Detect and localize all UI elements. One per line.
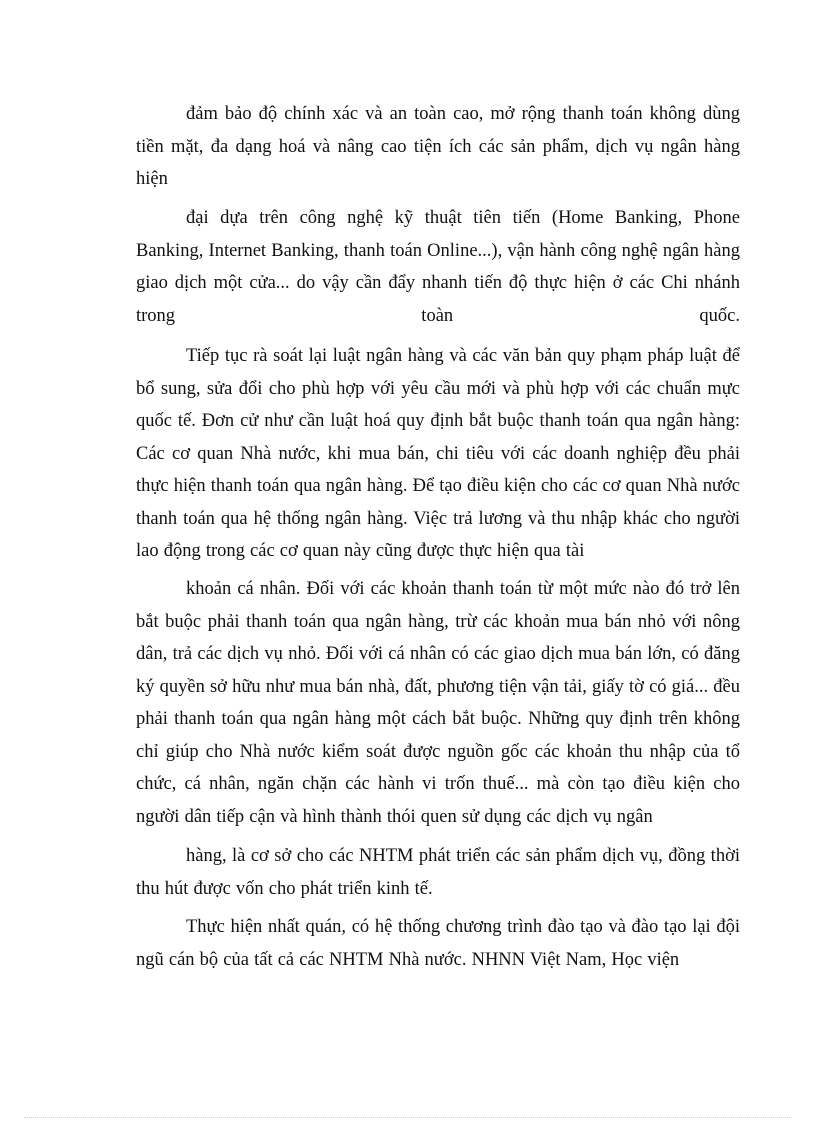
paragraph-1-text: đảm bảo độ chính xác và an toàn cao, mở rộng thanh toán không dùng tiền mặt, đa dạng hoá và nâng cao tiện ích các sản phẩm, dịch vụ ngân hàng hiện <box>136 104 740 189</box>
paragraph-6-text: Thực hiện nhất quán, có hệ thống chương trình đào tạo và đào tạo lại đội ngũ cán bộ của tất cả các NHTM Nhà nước. NHNN Việt Nam, Học viện <box>136 917 740 970</box>
page-bottom-divider <box>24 1117 792 1118</box>
paragraph-4-text: khoản cá nhân. Đối với các khoản thanh toán từ một mức nào đó trở lên bắt buộc phải thanh toán qua ngân hàng, trừ các khoản mua bán nhỏ với nông dân, trả các dịch vụ nhỏ. Đối với cá nhân có các giao dịch mua bán lớn, có đăng ký quyền sở hữu như mua bán nhà, đất, phương tiện vận tải, giấy tờ có giá... đều phải thanh toán qua ngân hàng một cách bắt buộc. Những quy định trên không chỉ giúp cho Nhà nước kiểm soát được nguồn gốc các khoản thu nhập của tổ chức, cá nhân, ngăn chặn các hành vi trốn thuế... mà còn tạo điều kiện cho người dân tiếp cận và hình thành thói quen sử dụng các dịch vụ ngân <box>136 579 740 827</box>
paragraph-1 <box>136 98 740 196</box>
paragraph-5-text: hàng, là cơ sở cho các NHTM phát triển các sản phẩm dịch vụ, đồng thời thu hút được vốn cho phát triển kinh tế. <box>136 846 740 899</box>
paragraph-2-text: đại dựa trên công nghệ kỹ thuật tiên tiến (Home Banking, Phone Banking, Internet Banking, thanh toán Online...), vận hành công nghệ ngân hàng giao dịch một cửa... do vậy cần đẩy nhanh tiến độ thực hiện ở các Chi nhánh trong toàn quốc. <box>136 208 740 326</box>
paragraph-3 <box>136 340 740 568</box>
paragraph-4 <box>136 573 740 833</box>
paragraph-3-text: Tiếp tục rà soát lại luật ngân hàng và các văn bản quy phạm pháp luật để bổ sung, sửa đổi cho phù hợp với yêu cầu mới và phù hợp với các chuẩn mực quốc tế. Đơn cử như cần luật hoá quy định bắt buộc thanh toán qua ngân hàng: Các cơ quan Nhà nước, khi mua bán, chi tiêu với các doanh nghiệp đều phải thực hiện thanh toán qua ngân hàng. Để tạo điều kiện cho các cơ quan Nhà nước thanh toán qua hệ thống ngân hàng. Việc trả lương và thu nhập khác cho người lao động trong các cơ quan này cũng được thực hiện qua tài <box>136 346 740 561</box>
paragraph-5 <box>136 840 740 905</box>
paragraph-6 <box>136 911 740 976</box>
paragraph-2 <box>136 202 740 332</box>
